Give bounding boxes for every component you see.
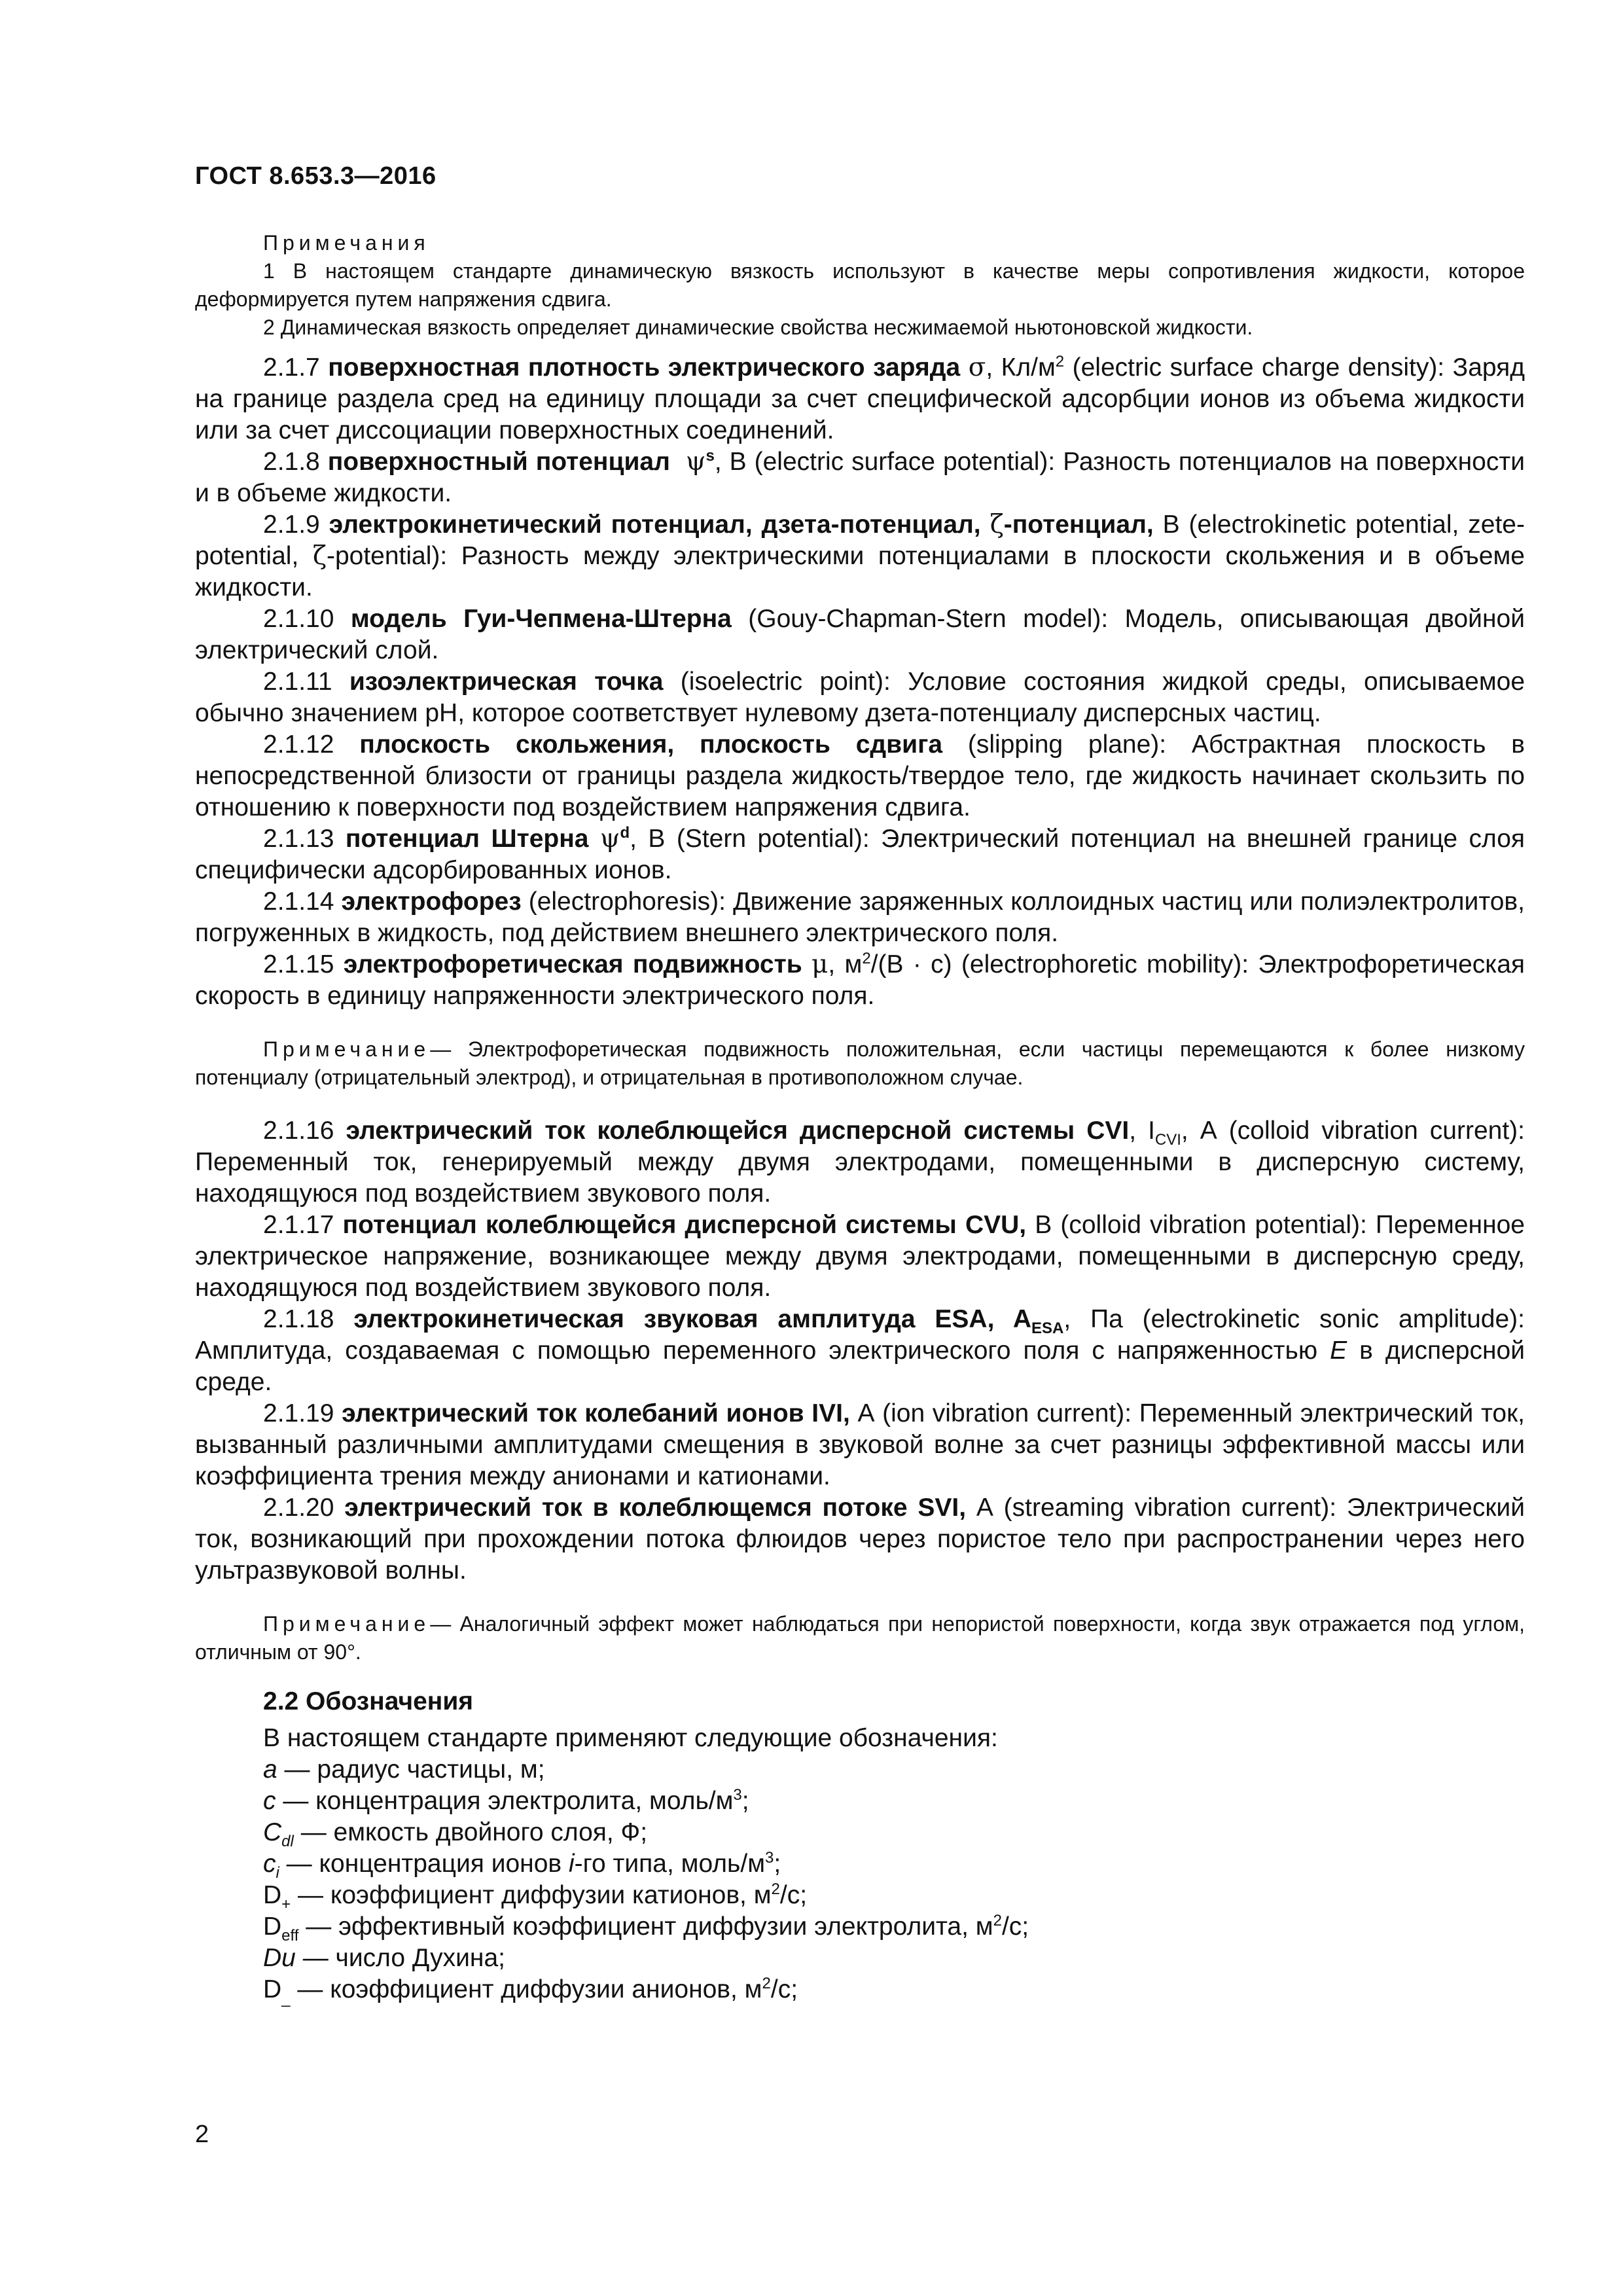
symbol-a: a — радиус частицы, м; bbox=[263, 1755, 545, 1784]
symbol-ci: $c_i$ — концентрация ионов i-го типа, моль/$м^3$; bbox=[263, 1849, 781, 1882]
page-content bbox=[195, 229, 1525, 2005]
term-2-1-17: 2.1.17 потенциал колеблющейся дисперсной системы CVU, В (colloid vibration potential): Переменное электрическое напряжение, возникающее между двумя электродами, помещенными в дисперсную среду, находящуюся под воздействием звукового поля. bbox=[195, 1211, 1525, 1302]
term-2-1-10: 2.1.10 модель Гуи-Чепмена-Штерна (Gouy-Chapman-Stern model): Модель, описывающая двойной электрический слой. bbox=[195, 605, 1525, 664]
term-2-1-20: 2.1.20 электрический ток в колеблющемся потоке SVI, А (streaming vibration current): Электрический ток, возникающий при прохождении потока флюидов через пористое тело при распространении через него ультразвуковой волны. bbox=[195, 1494, 1525, 1585]
symbol-d-minus: $D_{\_}$ — коэффициент диффузии анионов, $м^2/с$; bbox=[263, 1975, 798, 2007]
term-2-1-19: 2.1.19 электрический ток колебаний ионов IVI, А (ion vibration current): Переменный электрический ток, вызванный различными амплитудами смещения в звуковой волне за счет разницы эффективной массы или коэффициента трения между анионами и катионами. bbox=[195, 1399, 1525, 1490]
term-2-1-11: 2.1.11 изоэлектрическая точка (isoelectric point): Условие состояния жидкой среды, описываемое обычно значением рН, которое соответствует нулевому дзета-потенциалу дисперсных частиц. bbox=[195, 668, 1525, 727]
term-2-1-13: 2.1.13 потенциал Штерна $\psi^d$, В (Stern potential): Электрический потенциал на внешней границе слоя специфически адсорбированных ионов. bbox=[195, 824, 1525, 884]
note-label: Примечание bbox=[263, 1037, 431, 1061]
term-2-1-15: 2.1.15 электрофоретическая подвижность μ, $м^2/(В \cdot с)$ (electrophoretic mobility): Электрофоретическая скорость в единицу напряженности электрического поля. bbox=[195, 950, 1525, 1010]
term-2-1-14: 2.1.14 электрофорез (electrophoresis): Движение заряженных коллоидных частиц или полиэлектролитов, погруженных в жидкость, под действием внешнего электрического поля. bbox=[195, 888, 1525, 947]
term-2-1-18: 2.1.18 электрокинетическая звуковая амплитуда ESA, $A_{ESA}$, Па (electrokinetic sonic amplitude): Амплитуда, создаваемая с помощью переменного электрического поля с напряженностью E в дисперсной среде. bbox=[195, 1305, 1525, 1396]
section-intro: В настоящем стандарте применяют следующие обозначения: bbox=[263, 1724, 998, 1752]
term-2-1-16: 2.1.16 электрический ток колеблющейся дисперсной системы CVI, $I_{CVI}$, А (colloid vibration current): Переменный ток, генерируемый между двумя электродами, помещенными в дисперсную систему, находящуюся под воздействием звукового поля. bbox=[195, 1117, 1525, 1208]
symbol-du: Du — число Духина; bbox=[263, 1944, 505, 1972]
term-2-1-7: 2.1.7 поверхностная плотность электрического заряда σ, $Кл/м^2$ (electric surface charge density): Заряд на границе раздела сред на единицу площади за счет специфической адсорбции ионов из объема жидкости или за счет диссоциации поверхностных соединений. bbox=[195, 353, 1525, 444]
notes-title: Примечания bbox=[263, 231, 430, 255]
symbol-cdl: $C_{dl}$ — емкость двойного слоя, Ф; bbox=[263, 1818, 648, 1850]
note-nonporous bbox=[195, 1610, 1525, 1666]
notes-block bbox=[195, 229, 1525, 342]
note-item: 1 В настоящем стандарте динамическую вязкость используют в качестве меры сопротивления жидкости, которое деформируется путем напряжения сдвига. bbox=[195, 259, 1525, 311]
page-number: 2 bbox=[195, 2121, 209, 2148]
symbol-c: c — концентрация электролита, моль/$м^3$; bbox=[263, 1786, 749, 1815]
note-electrophoretic bbox=[195, 1035, 1525, 1092]
note-text: — Аналогичный эффект может наблюдаться при непористой поверхности, когда звук отражается под углом, отличным от 90°. bbox=[195, 1612, 1525, 1664]
section-title: 2.2 Обозначения bbox=[263, 1687, 474, 1715]
term-2-1-12: 2.1.12 плоскость скольжения, плоскость сдвига (slipping plane): Абстрактная плоскость в непосредственной близости от границы раздела жидкость/твердое тело, где жидкость начинает скользить по отношению к поверхности под воздействием напряжения сдвига. bbox=[195, 730, 1525, 821]
note-label: Примечание bbox=[263, 1612, 431, 1636]
note-item: 2 Динамическая вязкость определяет динамические свойства несжимаемой ньютоновской жидкости. bbox=[263, 315, 1253, 339]
symbol-d-plus: $D_+$ — коэффициент диффузии катионов, $м^2/с$; bbox=[263, 1880, 808, 1913]
symbol-d-eff: $D_{eff}$ — эффективный коэффициент диффузии электролита, $м^2/с$; bbox=[263, 1912, 1029, 1945]
note-text: — Электрофоретическая подвижность положительная, если частицы перемещаются к более низкому потенциалу (отрицательный электрод), и отрицательная в противоположном случае. bbox=[195, 1037, 1525, 1089]
document-header: ГОСТ 8.653.3—2016 bbox=[195, 162, 437, 190]
term-2-1-8: 2.1.8 поверхностный потенциал $\psi^s$, В (electric surface potential): Разность потенциалов на поверхности и в объеме жидкости. bbox=[195, 447, 1525, 507]
term-2-1-9: 2.1.9 электрокинетический потенциал, дзета-потенциал, ζ-потенциал, В (electrokinetic potential, zete-potential, ζ-potential): Разность между электрическими потенциалами в плоскости скольжения и в объеме жидкости. bbox=[195, 510, 1525, 601]
